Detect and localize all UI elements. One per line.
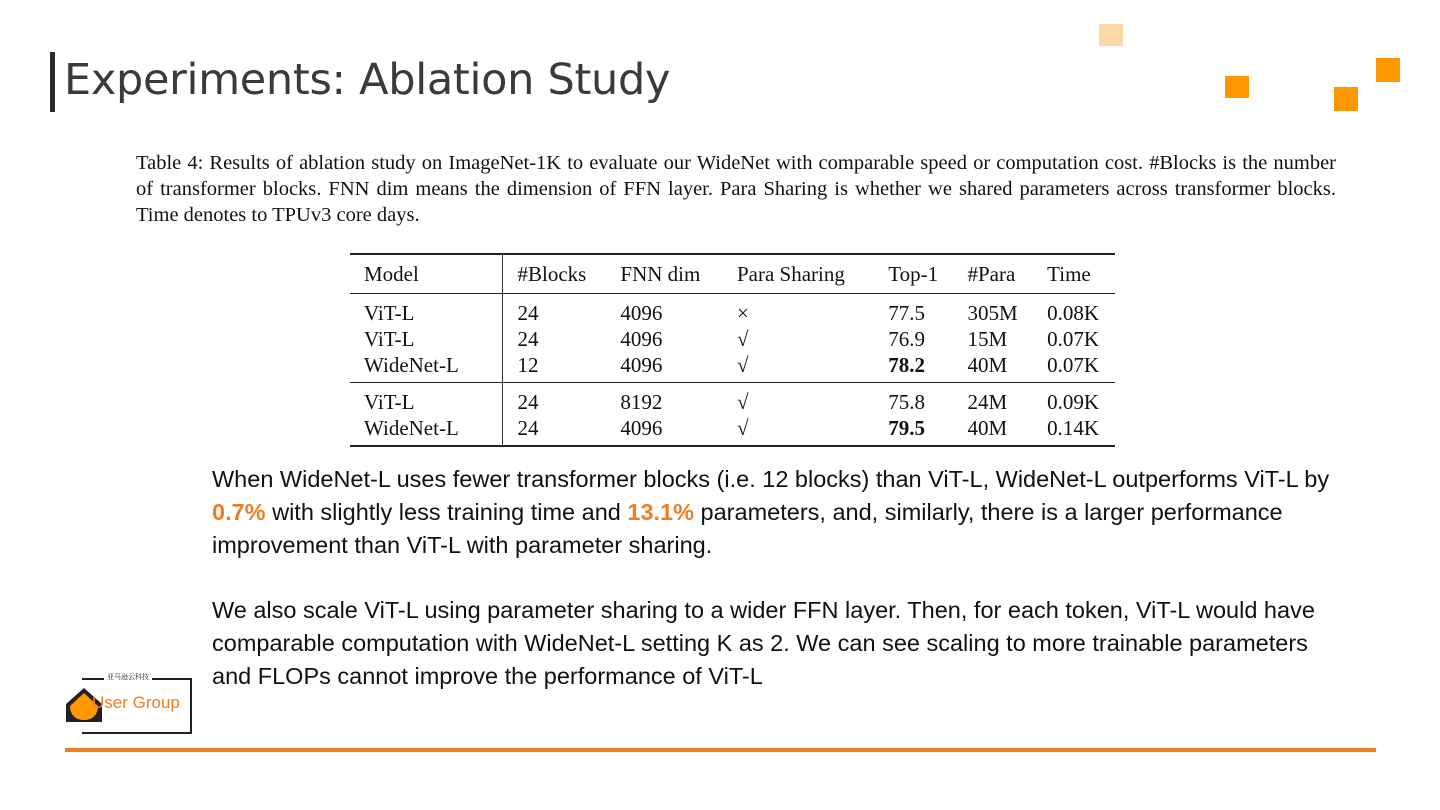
table-row bbox=[350, 326, 1115, 352]
title-accent-bar bbox=[50, 52, 55, 112]
table-row bbox=[350, 294, 1115, 327]
cell-para-sharing: √ bbox=[736, 390, 749, 414]
table-row bbox=[350, 352, 1115, 383]
cell-time: 0.07K bbox=[1047, 327, 1100, 351]
cell-fnn-dim: 4096 bbox=[620, 301, 663, 325]
cell-blocks: 12 bbox=[517, 353, 539, 377]
cell-blocks: 24 bbox=[517, 301, 539, 325]
table-row bbox=[350, 383, 1115, 416]
deco-square-1 bbox=[1225, 76, 1249, 98]
deco-square-2 bbox=[1334, 87, 1358, 111]
paragraph-text: When WideNet-L uses fewer transformer blocks (i.e. 12 blocks) than ViT-L, WideNet-L outperforms ViT-L by bbox=[212, 466, 1330, 492]
results-table bbox=[350, 253, 1115, 447]
cell-fnn-dim: 4096 bbox=[620, 327, 663, 351]
cell-fnn-dim: 8192 bbox=[620, 390, 663, 414]
cell-time: 0.09K bbox=[1047, 390, 1100, 414]
cell-top1: 77.5 bbox=[888, 301, 925, 325]
deco-square-light bbox=[1099, 24, 1123, 46]
cell-para: 40M bbox=[967, 416, 1008, 440]
col-header-top1: Top-1 bbox=[888, 262, 939, 286]
logo-small-text: 亚马逊云科技 bbox=[104, 672, 152, 682]
cell-para-sharing: √ bbox=[736, 416, 749, 440]
cell-model: ViT-L bbox=[350, 383, 503, 416]
cell-para-sharing: √ bbox=[736, 327, 749, 351]
cell-fnn-dim: 4096 bbox=[620, 353, 663, 377]
col-header-model: Model bbox=[350, 254, 503, 294]
cell-para: 40M bbox=[967, 353, 1008, 377]
paragraph-text: with slightly less training time and bbox=[265, 499, 628, 525]
cell-para: 305M bbox=[967, 301, 1018, 325]
highlight-parameter-ratio: 13.1% bbox=[627, 499, 695, 525]
cell-blocks: 24 bbox=[517, 390, 539, 414]
cell-model: WideNet-L bbox=[350, 415, 503, 446]
deco-square-3 bbox=[1376, 58, 1400, 82]
paragraph-widenet-comparison bbox=[212, 463, 1332, 562]
cell-top1: 79.5 bbox=[888, 416, 925, 440]
col-header-blocks: #Blocks bbox=[517, 262, 587, 286]
col-header-para: #Para bbox=[967, 262, 1016, 286]
cell-top1: 75.8 bbox=[888, 390, 925, 414]
highlight-accuracy-gain: 0.7% bbox=[212, 499, 266, 525]
cell-para: 15M bbox=[967, 327, 1008, 351]
paragraph-scaling: We also scale ViT-L using parameter sharing to a wider FFN layer. Then, for each token, ViT-L would have comparable computation with WideNet-L setting K as 2. We can see scaling to more trainable parameters and FLOPs cannot improve the performance of ViT-L bbox=[212, 597, 1315, 689]
cell-model: ViT-L bbox=[350, 294, 503, 327]
cell-time: 0.08K bbox=[1047, 301, 1100, 325]
cell-para: 24M bbox=[967, 390, 1008, 414]
table-caption: Table 4: Results of ablation study on ImageNet-1K to evaluate our WideNet with comparable speed or computation cost. #Blocks is the number of transformer blocks. FNN dim means the dimension of FFN layer. Para Sharing is whether we shared parameters across transformer blocks. Time denotes to TPUv3 core days. bbox=[136, 152, 1336, 226]
table-row bbox=[350, 415, 1115, 446]
cell-blocks: 24 bbox=[517, 327, 539, 351]
cell-time: 0.07K bbox=[1047, 353, 1100, 377]
cell-para-sharing: × bbox=[736, 301, 749, 325]
footer-accent-line bbox=[65, 748, 1376, 752]
slide-title: Experiments: Ablation Study bbox=[64, 55, 671, 105]
paragraph-text: parameters, and, similarly, there is a larger performance improvement than ViT-L with parameter sharing. bbox=[212, 499, 1283, 558]
cell-time: 0.14K bbox=[1047, 416, 1100, 440]
col-header-fnn-dim: FNN dim bbox=[620, 262, 701, 286]
cell-model: ViT-L bbox=[350, 326, 503, 352]
logo-text: User Group bbox=[92, 693, 180, 712]
col-header-time: Time bbox=[1047, 262, 1091, 286]
cell-top1: 76.9 bbox=[888, 327, 925, 351]
cell-model: WideNet-L bbox=[350, 352, 503, 383]
user-group-logo bbox=[62, 672, 207, 734]
cell-fnn-dim: 4096 bbox=[620, 416, 663, 440]
cell-top1: 78.2 bbox=[888, 353, 925, 377]
col-header-para-sharing: Para Sharing bbox=[736, 262, 845, 286]
cell-para-sharing: √ bbox=[736, 353, 749, 377]
cell-blocks: 24 bbox=[517, 416, 539, 440]
